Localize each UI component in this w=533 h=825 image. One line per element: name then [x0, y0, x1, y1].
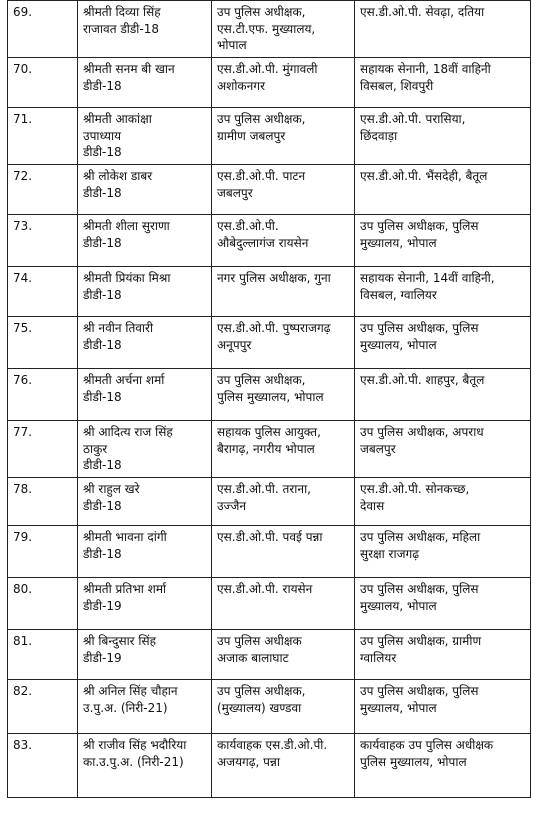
current-posting-line: अशोकनगर: [217, 78, 265, 93]
new-posting-line: सहायक सेनानी, 14वीं वाहिनी,: [360, 271, 495, 285]
current-posting-line: उप पुलिस अधीक्षक,: [217, 373, 306, 387]
new-posting-line: कार्यवाहक उप पुलिस अधीक्षक: [360, 738, 494, 752]
officer-name-line: डीडी-18: [83, 287, 122, 302]
current-posting-line: उप पुलिस अधीक्षक,: [217, 684, 306, 698]
current-posting-line: (मुख्यालय) खण्डवा: [217, 700, 302, 715]
serial-number-cell: [8, 317, 78, 369]
current-posting-line: उप पुलिस अधीक्षक,: [217, 112, 306, 126]
officer-name-line: श्री लोकेश डाबर: [83, 169, 153, 183]
officer-name-line: डीडी-18: [83, 389, 122, 404]
serial-number: 81.: [13, 634, 33, 648]
current-posting-line: उप पुलिस अधीक्षक: [217, 634, 302, 648]
serial-number-cell: [8, 267, 78, 317]
officer-name-line: का.उ.पु.अ. (निरी-21): [83, 754, 184, 769]
transfer-list-table: [7, 0, 531, 798]
officer-name-line: श्रीमती भावना दांगी: [83, 530, 167, 544]
new-posting-line: मुख्यालय, भोपाल: [360, 700, 437, 715]
current-posting-line: एस.डी.ओ.पी. पवई पन्ना: [217, 530, 323, 544]
current-posting-line: उप पुलिस अधीक्षक,: [217, 5, 306, 19]
new-posting-line: एस.डी.ओ.पी. सोनकच्छ,: [360, 482, 470, 496]
serial-number: 82.: [13, 684, 33, 698]
officer-name-cell: [78, 215, 212, 267]
new-posting-line: उप पुलिस अधीक्षक, महिला: [360, 530, 481, 544]
officer-name-cell: [78, 1, 212, 58]
new-posting-line: विसबल, शिवपुरी: [360, 78, 434, 93]
officer-name-cell: [78, 369, 212, 421]
table-row: [8, 267, 531, 317]
new-posting-line: जबलपुर: [360, 441, 396, 456]
new-posting-cell: [355, 421, 531, 478]
current-posting-cell: [212, 478, 355, 526]
officer-name-line: श्री राजीव सिंह भदौरिया: [83, 738, 187, 752]
serial-number-cell: [8, 630, 78, 680]
officer-name-line: श्री राहुल खरे: [83, 482, 140, 496]
current-posting-cell: [212, 369, 355, 421]
serial-number-cell: [8, 215, 78, 267]
new-posting-cell: [355, 267, 531, 317]
table-row: [8, 526, 531, 578]
officer-name-line: डीडी-18: [83, 546, 122, 561]
officer-name-line: श्रीमती सनम बी खान: [83, 62, 175, 76]
table-row: [8, 734, 531, 798]
current-posting-cell: [212, 680, 355, 734]
new-posting-line: सहायक सेनानी, 18वीं वाहिनी: [360, 62, 491, 76]
current-posting-line: जबलपुर: [217, 185, 253, 200]
table-row: [8, 369, 531, 421]
new-posting-line: उप पुलिस अधीक्षक, पुलिस: [360, 582, 479, 596]
current-posting-line: औबेदुल्लागंज रायसेन: [217, 235, 309, 250]
serial-number-cell: [8, 165, 78, 215]
new-posting-line: देवास: [360, 498, 385, 513]
serial-number: 79.: [13, 530, 33, 544]
officer-name-line: डीडी-19: [83, 598, 122, 613]
serial-number-cell: [8, 108, 78, 165]
officer-name-cell: [78, 317, 212, 369]
serial-number-cell: [8, 680, 78, 734]
new-posting-line: एस.डी.ओ.पी. शाहपुर, बैतूल: [360, 373, 485, 387]
table-row: [8, 1, 531, 58]
new-posting-cell: [355, 215, 531, 267]
serial-number: 71.: [13, 112, 33, 126]
new-posting-cell: [355, 478, 531, 526]
new-posting-line: उप पुलिस अधीक्षक, पुलिस: [360, 321, 479, 335]
officer-name-cell: [78, 421, 212, 478]
officer-name-line: उ.पु.अ. (निरी-21): [83, 700, 168, 715]
current-posting-line: सहायक पुलिस आयुक्त,: [217, 425, 321, 439]
table-row: [8, 578, 531, 630]
officer-name-line: राजावत डीडी-18: [83, 21, 160, 36]
current-posting-cell: [212, 526, 355, 578]
current-posting-line: अजाक बालाघाट: [217, 650, 289, 665]
officer-name-line: उपाध्याय: [83, 128, 122, 143]
new-posting-line: छिंदवाड़ा: [360, 128, 398, 143]
serial-number-cell: [8, 526, 78, 578]
serial-number: 69.: [13, 5, 33, 19]
current-posting-cell: [212, 267, 355, 317]
officer-name-line: डीडी-18: [83, 458, 122, 472]
serial-number: 76.: [13, 373, 33, 387]
new-posting-line: मुख्यालय, भोपाल: [360, 337, 437, 352]
serial-number-cell: [8, 734, 78, 798]
table-row: [8, 630, 531, 680]
current-posting-line: भोपाल: [217, 38, 247, 52]
current-posting-line: ग्रामीण जबलपुर: [217, 128, 286, 143]
current-posting-line: पुलिस मुख्यालय, भोपाल: [217, 389, 324, 404]
new-posting-line: उप पुलिस अधीक्षक, पुलिस: [360, 684, 479, 698]
new-posting-line: उप पुलिस अधीक्षक, ग्रामीण: [360, 634, 482, 648]
serial-number: 80.: [13, 582, 33, 596]
current-posting-cell: [212, 215, 355, 267]
officer-name-line: श्रीमती आकांक्षा: [83, 112, 152, 126]
officer-name-line: ठाकुर: [83, 441, 108, 456]
officer-name-cell: [78, 734, 212, 798]
serial-number: 73.: [13, 219, 33, 233]
current-posting-line: एस.डी.ओ.पी.: [217, 219, 279, 233]
serial-number: 72.: [13, 169, 33, 183]
table-row: [8, 58, 531, 108]
new-posting-cell: [355, 680, 531, 734]
current-posting-line: उज्जैन: [217, 498, 247, 513]
serial-number-cell: [8, 578, 78, 630]
officer-name-line: श्री नवीन तिवारी: [83, 321, 154, 335]
officer-name-line: श्री आदित्य राज सिंह: [83, 425, 173, 439]
serial-number-cell: [8, 1, 78, 58]
officer-name-line: श्रीमती प्रतिभा शर्मा: [83, 582, 167, 596]
serial-number: 70.: [13, 62, 33, 76]
officer-name-line: श्रीमती प्रियंका मिश्रा: [83, 271, 171, 285]
current-posting-cell: [212, 58, 355, 108]
new-posting-line: उप पुलिस अधीक्षक, पुलिस: [360, 219, 479, 233]
serial-number-cell: [8, 421, 78, 478]
serial-number: 83.: [13, 738, 33, 752]
table-row: [8, 421, 531, 478]
current-posting-cell: [212, 630, 355, 680]
table-row: [8, 317, 531, 369]
current-posting-line: कार्यवाहक एस.डी.ओ.पी.: [217, 738, 328, 752]
current-posting-cell: [212, 1, 355, 58]
new-posting-cell: [355, 1, 531, 58]
serial-number-cell: [8, 369, 78, 421]
new-posting-line: उप पुलिस अधीक्षक, अपराध: [360, 425, 484, 439]
new-posting-line: मुख्यालय, भोपाल: [360, 235, 437, 250]
current-posting-cell: [212, 317, 355, 369]
officer-name-line: डीडी-18: [83, 235, 122, 250]
new-posting-cell: [355, 108, 531, 165]
serial-number-cell: [8, 58, 78, 108]
officer-name-cell: [78, 58, 212, 108]
new-posting-line: ग्वालियर: [360, 650, 397, 665]
new-posting-cell: [355, 369, 531, 421]
current-posting-line: एस.डी.ओ.पी. पाटन: [217, 169, 306, 183]
current-posting-line: अनूपपुर: [217, 337, 252, 352]
officer-name-line: डीडी-18: [83, 78, 122, 93]
new-posting-cell: [355, 630, 531, 680]
officer-name-line: डीडी-18: [83, 337, 122, 352]
new-posting-cell: [355, 578, 531, 630]
table-row: [8, 478, 531, 526]
officer-name-cell: [78, 478, 212, 526]
new-posting-line: मुख्यालय, भोपाल: [360, 598, 437, 613]
current-posting-cell: [212, 165, 355, 215]
officer-name-line: डीडी-19: [83, 650, 122, 665]
new-posting-line: विसबल, ग्वालियर: [360, 287, 437, 302]
officer-name-line: श्री बिन्दुसार सिंह: [83, 634, 156, 648]
officer-name-cell: [78, 526, 212, 578]
current-posting-line: नगर पुलिस अधीक्षक, गुना: [217, 271, 331, 285]
new-posting-line: एस.डी.ओ.पी. भैंसदेही, बैतूल: [360, 169, 488, 183]
current-posting-line: बैरागढ़, नगरीय भोपाल: [217, 441, 315, 456]
serial-number: 78.: [13, 482, 33, 496]
current-posting-line: अजयगढ़, पन्ना: [217, 754, 280, 769]
new-posting-line: एस.डी.ओ.पी. परासिया,: [360, 112, 466, 126]
table-row: [8, 680, 531, 734]
officer-name-cell: [78, 578, 212, 630]
current-posting-line: एस.डी.ओ.पी. मुंगावली: [217, 62, 318, 76]
serial-number: 75.: [13, 321, 33, 335]
officer-name-line: श्रीमती दिव्या सिंह: [83, 5, 161, 19]
officer-name-line: डीडी-18: [83, 185, 122, 200]
officer-name-cell: [78, 267, 212, 317]
new-posting-cell: [355, 734, 531, 798]
current-posting-line: एस.टी.एफ. मुख्यालय,: [217, 21, 316, 36]
officer-name-line: श्री अनिल सिंह चौहान: [83, 684, 178, 698]
officer-name-line: डीडी-18: [83, 498, 122, 513]
new-posting-cell: [355, 58, 531, 108]
current-posting-cell: [212, 734, 355, 798]
new-posting-cell: [355, 526, 531, 578]
serial-number-cell: [8, 478, 78, 526]
officer-name-cell: [78, 165, 212, 215]
officer-name-cell: [78, 108, 212, 165]
officer-name-cell: [78, 630, 212, 680]
table-row: [8, 215, 531, 267]
current-posting-cell: [212, 421, 355, 478]
new-posting-cell: [355, 317, 531, 369]
new-posting-line: सुरक्षा राजगढ़: [360, 546, 419, 561]
new-posting-line: एस.डी.ओ.पी. सेवढ़ा, दतिया: [360, 5, 485, 19]
table-row: [8, 165, 531, 215]
current-posting-line: एस.डी.ओ.पी. तराना,: [217, 482, 311, 496]
table-row: [8, 108, 531, 165]
new-posting-line: पुलिस मुख्यालय, भोपाल: [360, 754, 467, 769]
serial-number: 77.: [13, 425, 33, 439]
current-posting-line: एस.डी.ओ.पी. पुष्पराजगढ़: [217, 321, 331, 335]
officer-name-cell: [78, 680, 212, 734]
serial-number: 74.: [13, 271, 33, 285]
new-posting-cell: [355, 165, 531, 215]
officer-name-line: श्रीमती शीला सुराणा: [83, 219, 170, 233]
transfer-rows: [8, 1, 531, 798]
officer-name-line: श्रीमती अर्चना शर्मा: [83, 373, 165, 387]
current-posting-cell: [212, 578, 355, 630]
current-posting-line: एस.डी.ओ.पी. रायसेन: [217, 582, 313, 596]
current-posting-cell: [212, 108, 355, 165]
officer-name-line: डीडी-18: [83, 145, 122, 159]
